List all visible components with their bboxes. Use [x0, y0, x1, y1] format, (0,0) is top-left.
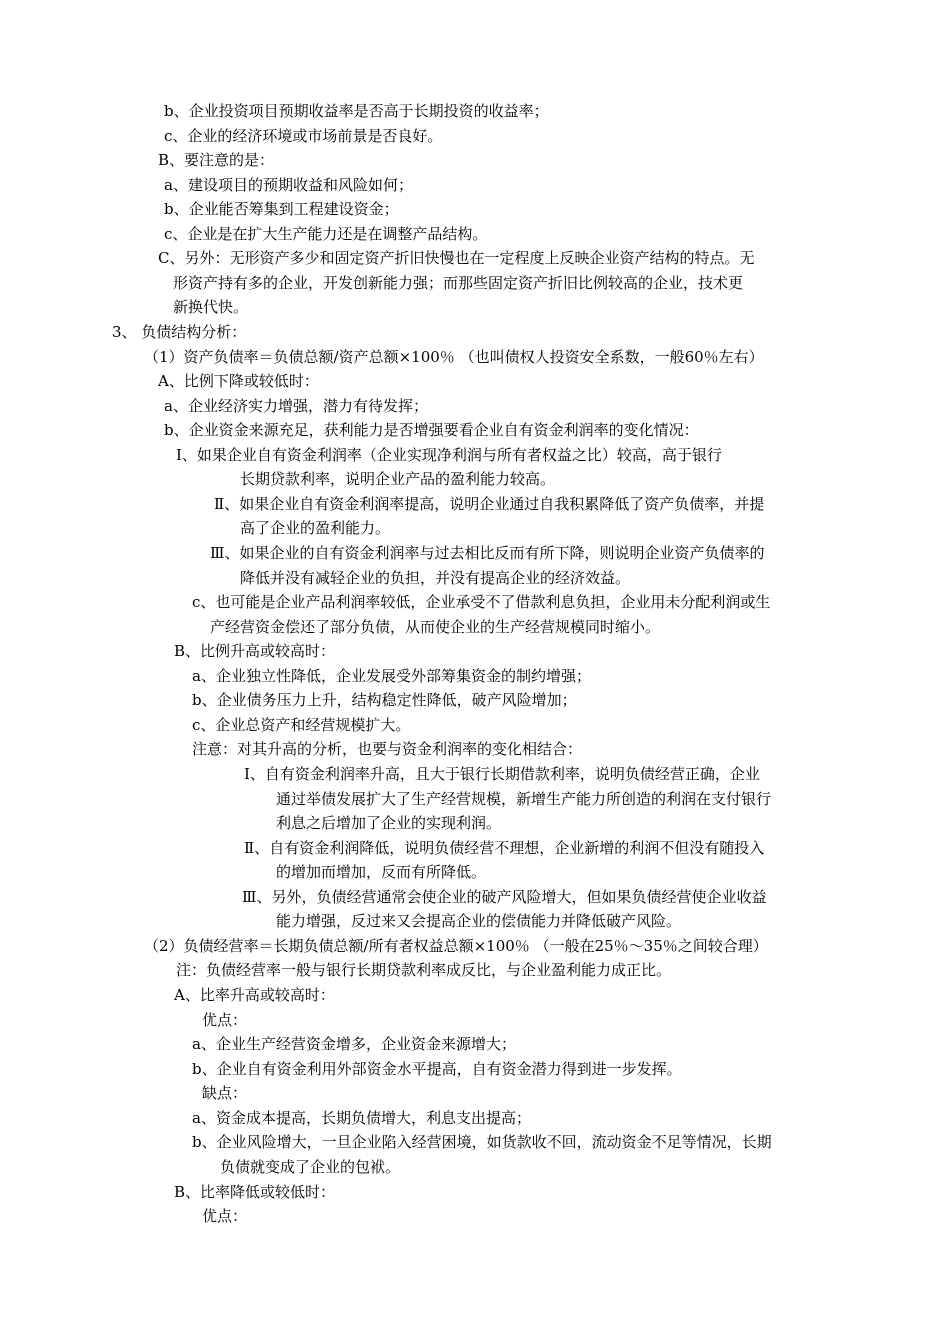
text-line: a、资金成本提高，长期负债增大，利息支出提高； [192, 1109, 531, 1127]
text-line: 形资产持有多的企业，开发创新能力强；而那些固定资产折旧比例较高的企业，技术更 [173, 274, 744, 292]
text-line: a、企业经济实力增强，潜力有待发挥； [164, 397, 428, 415]
text-line: b、企业风险增大，一旦企业陷入经营困境，如货款收不回，流动资金不足等情况，长期 [192, 1133, 772, 1151]
text-line: b、企业自有资金利用外部资金水平提高，自有资金潜力得到进一步发挥。 [192, 1060, 682, 1078]
note-line: 注：负债经营率一般与银行长期贷款利率成反比，与企业盈利能力成正比。 [176, 961, 672, 979]
text-line: b、企业能否筹集到工程建设资金； [164, 200, 399, 218]
text-line: a、企业生产经营资金增多，企业资金来源增大； [192, 1035, 516, 1053]
text-line: 注意：对其升高的分析，也要与资金利润率的变化相结合： [192, 740, 583, 758]
text-line: 长期贷款利率，说明企业产品的盈利能力较高。 [240, 470, 556, 488]
text-line: 负债就变成了企业的包袱。 [220, 1158, 401, 1176]
text-line: 优点： [202, 1207, 248, 1225]
formula-line: （1）资产负债率＝负债总额/资产总额×100％ （也叫债权人投资安全系数，一般60％左右） [144, 348, 764, 366]
text-line: 降低并没有减轻企业的负担，并没有提高企业的经济效益。 [240, 569, 631, 587]
text-line: 新换代快。 [173, 298, 249, 316]
text-line: b、企业投资项目预期收益率是否高于长期投资的收益率； [164, 102, 549, 120]
text-line: c、企业的经济环境或市场前景是否良好。 [164, 127, 443, 145]
text-line: a、建设项目的预期收益和风险如何； [164, 176, 413, 194]
section-heading: B、比例升高或较高时： [174, 642, 336, 660]
text-line: C、另外：无形资产多少和固定资产折旧快慢也在一定程度上反映企业资产结构的特点。无 [158, 249, 755, 267]
text-line: 缺点： [202, 1084, 248, 1102]
section-heading: B、要注意的是： [158, 151, 275, 169]
text-line: 优点： [202, 1011, 248, 1029]
text-line: 能力增强，反过来又会提高企业的偿债能力并降低破产风险。 [276, 912, 682, 930]
text-line: Ⅱ、自有资金利润降低，说明负债经营不理想，企业新增的利润不但没有随投入 [244, 839, 765, 857]
text-line: 的增加而增加，反而有所降低。 [276, 863, 487, 881]
formula-line: （2）负债经营率＝长期负债总额/所有者权益总额×100％ （一般在25％～35％之间较合理） [144, 937, 768, 955]
text-line: 利息之后增加了企业的实现利润。 [276, 814, 502, 832]
text-line: c、企业总资产和经营规模扩大。 [192, 716, 411, 734]
section-heading: A、比例下降或较低时： [158, 372, 319, 390]
text-line: Ⅲ、另外，负债经营通常会使企业的破产风险增大，但如果负债经营使企业收益 [242, 888, 767, 906]
text-line: Ⅱ、如果企业自有资金利润率提高，说明企业通过自我积累降低了资产负债率，并提 [214, 495, 765, 513]
text-line: c、企业是在扩大生产能力还是在调整产品结构。 [164, 225, 488, 243]
text-line: a、企业独立性降低，企业发展受外部筹集资金的制约增强； [192, 667, 591, 685]
text-line: b、企业资金来源充足，获利能力是否增强要看企业自有资金利润率的变化情况： [164, 421, 699, 439]
section-heading: A、比率升高或较高时： [174, 986, 335, 1004]
text-line: Ⅰ、如果企业自有资金利润率（企业实现净利润与所有者权益之比）较高，高于银行 [176, 446, 722, 464]
text-line: c、也可能是企业产品利润率较低，企业承受不了借款利息负担，企业用未分配利润或生 [192, 593, 771, 611]
section-heading: B、比率降低或较低时： [174, 1183, 336, 1201]
text-line: Ⅲ、如果企业的自有资金利润率与过去相比反而有所下降，则说明企业资产负债率的 [210, 544, 765, 562]
text-line: b、企业债务压力上升，结构稳定性降低，破产风险增加； [192, 691, 577, 709]
text-line: 通过举债发展扩大了生产经营规模，新增生产能力所创造的利润在支付银行 [276, 790, 772, 808]
text-line: 产经营资金偿还了部分负债，从而使企业的生产经营规模同时缩小。 [210, 618, 661, 636]
text-line: 高了企业的盈利能力。 [240, 519, 391, 537]
section-heading: 3、 负债结构分析： [112, 323, 247, 341]
text-line: Ⅰ、自有资金利润率升高，且大于银行长期借款利率，说明负债经营正确，企业 [244, 765, 760, 783]
